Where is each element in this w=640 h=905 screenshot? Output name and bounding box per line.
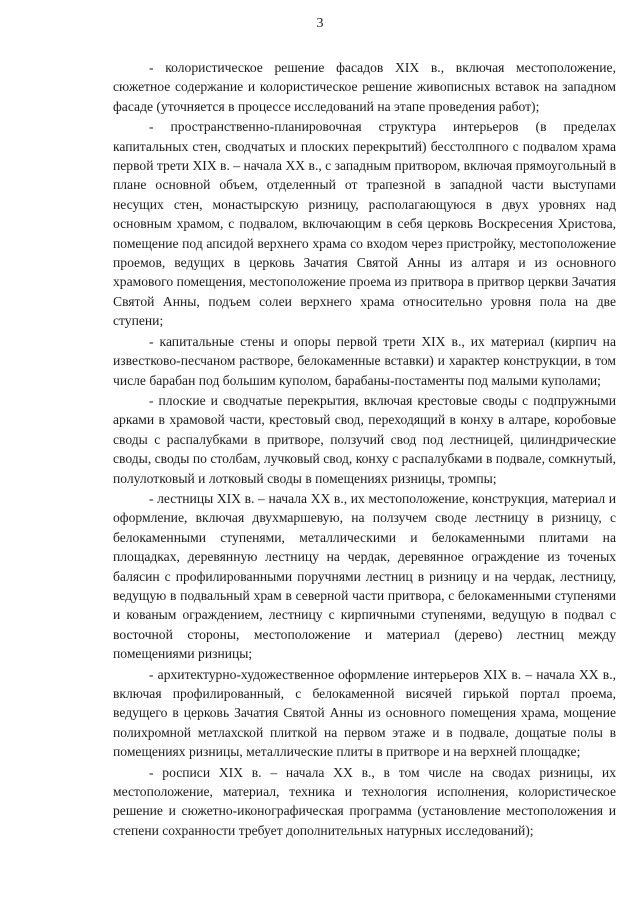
page-number: 3 xyxy=(316,16,324,31)
paragraph-interior-decoration: - архитектурно-художественное оформление интерьеров XIX в. – начала XX в., включая профилированный, с белокаменной висячей гирькой портал проема, ведущего в церковь Зачатия Святой Анны из основного помещения храма, мощение полихромной метлахской плиткой на первом этаже и в подвале, дощатые полы в помещениях ризницы, металлические плиты в притворе и на верхней площадке; xyxy=(113,666,616,760)
document-body xyxy=(113,58,616,840)
paragraph-vaults-ceilings: - плоские и сводчатые перекрытия, включая крестовые своды с подпружными арками в храмовой части, крестовый свод, переходящий в конху в алтаре, коробовые своды с распалубками в притворе, ползучий свод под лестницей, цилиндрические своды, своды по столбам, лучковый свод, конху с распалубками в подвале, сомкнутый, полулотковый и лотковый своды в помещениях ризницы, тромпы; xyxy=(113,392,616,486)
paragraph-interior-structure: - пространственно-планировочная структура интерьеров (в пределах капитальных стен, сводчатых и плоских перекрытий) бесстолпного с подвалом храма первой трети XIX в. – начала XX в., с западным притвором, включая прямоугольный в плане основной объем, отделенный от трапезной в западной части выступами несущих стен, монастырскую ризницу, располагающуюся в двух уровнях над основным храмом, с подвалом, включающим в себя церковь Воскресения Христова, помещение под апсидой верхнего храма со входом через пристройку, местоположение проемов, ведущих в церковь Зачатия Святой Анны из алтаря и из основного храмового помещения, местоположение проема из притвора в притвор церкви Зачатия Святой Анны, подъем солеи верхнего храма относительно уровня пола на две ступени; xyxy=(113,119,616,329)
paragraph-facade-coloring: - колористическое решение фасадов XIX в., включая местоположение, сюжетное содержание и колористическое решение живописных вставок на западном фасаде (уточняется в процессе исследований на этапе проведения работ); xyxy=(113,60,616,114)
paragraph-staircases: - лестницы XIX в. – начала XX в., их местоположение, конструкция, материал и оформление, включая двухмаршевую, на ползучем своде лестницу в ризницу, с белокаменными ступенями, металлическими и белокаменными плитами на площадках, деревянную лестницу на чердак, деревянное ограждение из точеных балясин с профилированными поручнями лестниц в ризницу и на чердак, лестницу, ведущую в подвальный храм в северной части притвора, с белокаменными ступенями и кованым ограждением, лестницу с кирпичными ступенями, ведущую в подвал с восточной стороны, местоположение и материал (дерево) лестниц между помещениями ризницы; xyxy=(113,490,616,662)
paragraph-murals: - росписи XIX в. – начала XX в., в том числе на сводах ризницы, их местоположение, материал, техника и технология исполнения, колористическое решение и сюжетно-иконографическая программа (установление местоположения и степени сохранности требует дополнительных натурных исследований); xyxy=(113,764,616,838)
paragraph-walls-supports: - капитальные стены и опоры первой трети XIX в., их материал (кирпич на известково-песчаном растворе, белокаменные вставки) и характер конструкции, в том числе барабан под большим куполом, барабаны-постаменты под малыми куполами; xyxy=(113,333,616,388)
